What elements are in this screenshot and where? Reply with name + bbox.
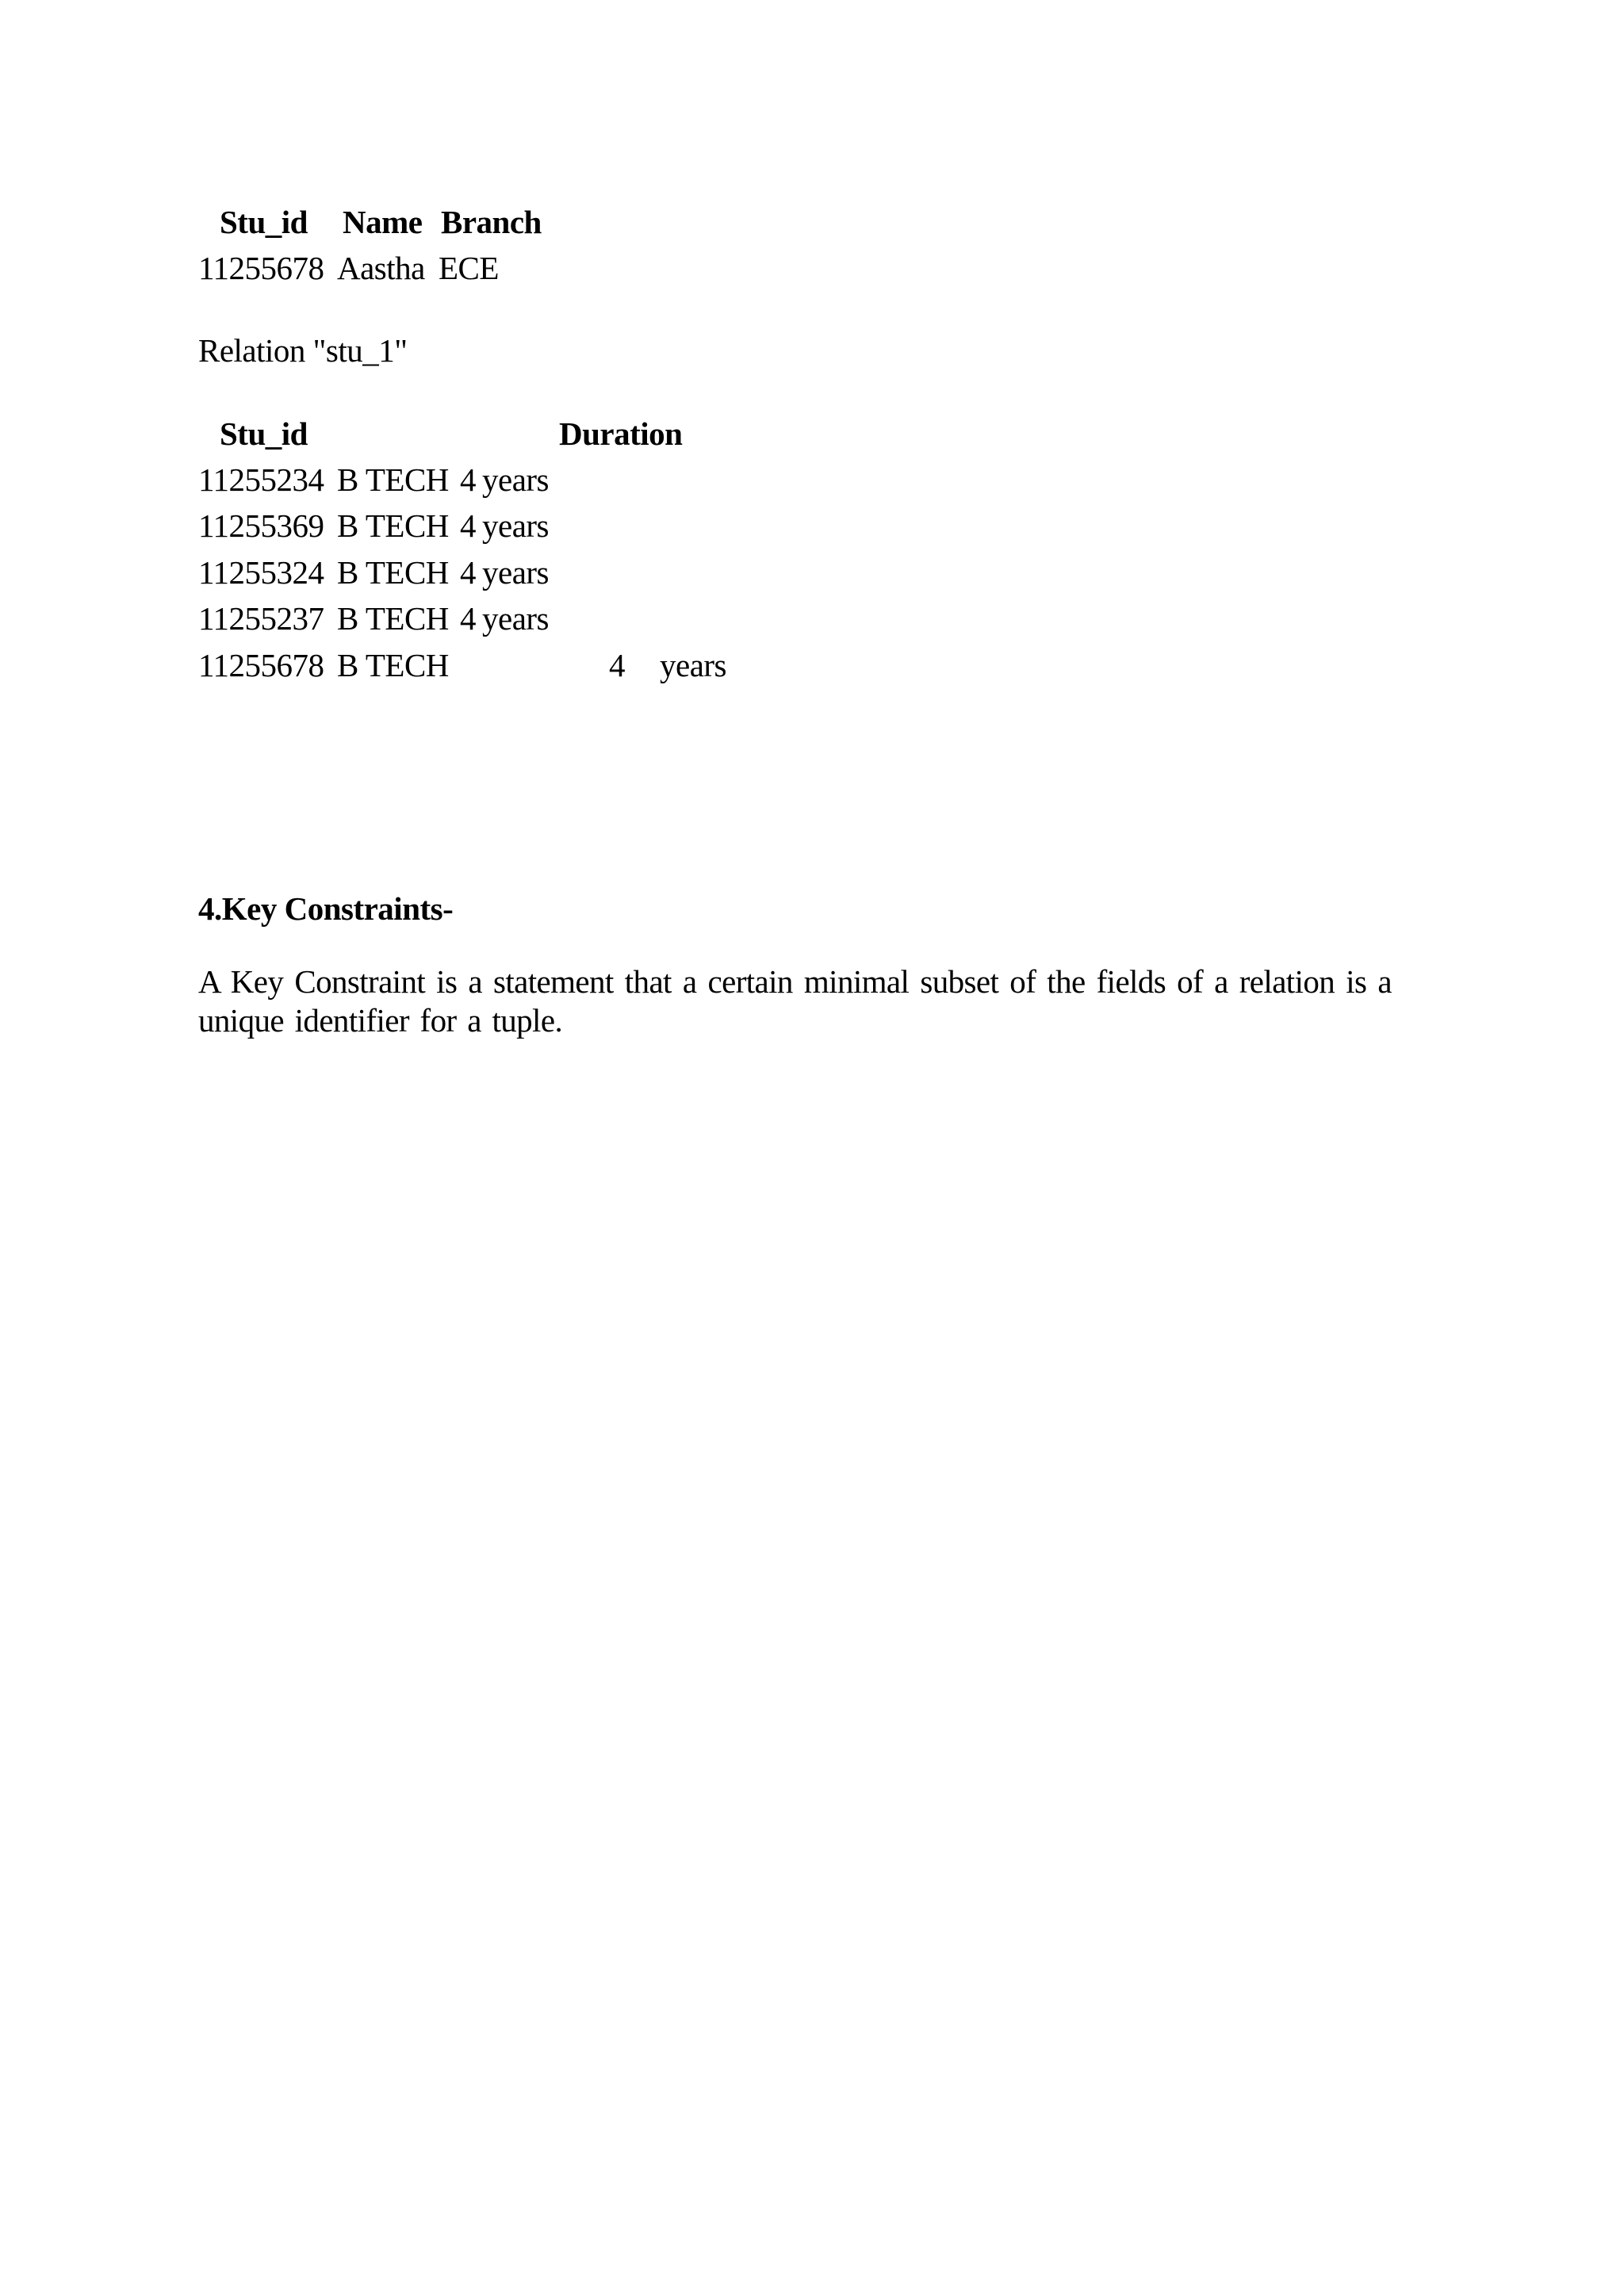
table2-row-4-stu-id: 11255237 — [198, 600, 324, 637]
table2-header-duration: Duration — [559, 415, 683, 452]
table2-row-5-duration-unit: years — [660, 647, 727, 683]
table1-header-stu-id: Stu_id — [220, 204, 308, 240]
table2-row-5-duration-num: 4 — [609, 647, 625, 683]
table1-header-branch: Branch — [441, 204, 542, 240]
table2-row-3-duration-unit: years — [482, 554, 550, 591]
table2-header-stu-id: Stu_id — [220, 415, 308, 452]
table2-row-1-course: B TECH — [337, 461, 449, 498]
table2-row-4-duration-unit: years — [482, 600, 550, 637]
table2-row-3-course: B TECH — [337, 554, 449, 591]
table2-row-4-duration-num: 4 — [460, 600, 476, 637]
table1-cell-branch: ECE — [439, 250, 499, 286]
table2-row-1-stu-id: 11255234 — [198, 461, 324, 498]
section-heading: 4.Key Constraints- — [198, 890, 454, 927]
table2-row-1-duration-unit: years — [482, 461, 550, 498]
table2-row-1-duration-num: 4 — [460, 461, 476, 498]
table2-row-3-stu-id: 11255324 — [198, 554, 324, 591]
table1-cell-stu-id: 11255678 — [198, 250, 324, 286]
table2-row-2-stu-id: 11255369 — [198, 507, 324, 544]
table2-row-3-duration-num: 4 — [460, 554, 476, 591]
table2-row-5-stu-id: 11255678 — [198, 647, 324, 683]
table2-row-5-course: B TECH — [337, 647, 449, 683]
table2-row-2-course: B TECH — [337, 507, 449, 544]
table1-header-name: Name — [343, 204, 423, 240]
table2-row-2-duration-num: 4 — [460, 507, 476, 544]
section-body-paragraph: A Key Constraint is a statement that a certain minimal subset of the fields of a relation is a unique identifier for a tuple. — [198, 963, 1392, 1039]
table2-row-4-course: B TECH — [337, 600, 449, 637]
relation-caption: Relation "stu_1" — [198, 332, 408, 369]
table2-row-2-duration-unit: years — [482, 507, 550, 544]
table1-cell-name: Aastha — [337, 250, 425, 286]
